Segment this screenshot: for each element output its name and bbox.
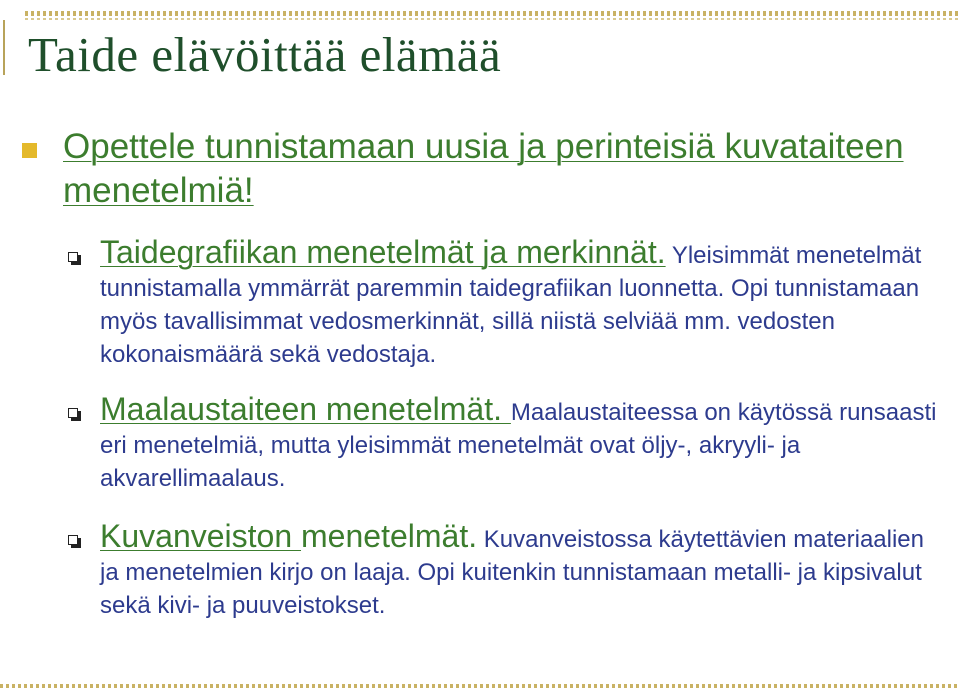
bullet-item-sculpture (100, 520, 945, 622)
heading-link-sculpture[interactable]: Kuvanveiston (100, 518, 302, 554)
main-bullet-marker (22, 143, 37, 158)
checkbox-bullet-icon (68, 408, 78, 418)
checkbox-bullet-icon (68, 535, 78, 545)
checkbox-bullet-icon (68, 252, 78, 262)
top-dashed-border (25, 11, 959, 16)
top-dashed-border-secondary (25, 18, 959, 20)
slide-title: Taide elävöittää elämää (28, 27, 502, 82)
heading-link-graphics[interactable]: Taidegrafiikan menetelmät ja merkinnät. (100, 234, 666, 270)
bullet-text-painting: Maalaustaiteessa on käytössä runsaasti eri menetelmiä, mutta yleisimmät menetelmät ovat öljy-, akryyli- ja akvarellimaalaus. (100, 399, 937, 492)
bullet-item-painting (100, 393, 945, 495)
bottom-dashed-border (0, 684, 959, 688)
heading-link-painting[interactable]: Maalaustaiteen menetelmät. (100, 391, 511, 427)
left-accent-line (3, 20, 5, 75)
bullet-text-sculpture: Kuvanveistossa käytettävien materiaalien ja menetelmien kirjo on laaja. Opi kuitenkin tunnistamaan metalli- ja kipsivalut sekä kivi- ja puuveistokset. (100, 526, 924, 619)
bullet-item-graphics (100, 236, 945, 371)
bullet-text-graphics: Yleisimmät menetelmät tunnistamalla ymmärrät paremmin taidegrafiikan luonnetta. Opi tunnistamaan myös tavallisimmat vedosmerkinnät, sillä niistä selviää mm. vedosten kokonaismäärä sekä vedostaja. (100, 242, 922, 368)
heading-rest-sculpture: menetelmät. (301, 518, 478, 554)
main-bullet-link[interactable]: Opettele tunnistamaan uusia ja perinteisiä kuvataiteen menetelmiä! (63, 127, 904, 210)
